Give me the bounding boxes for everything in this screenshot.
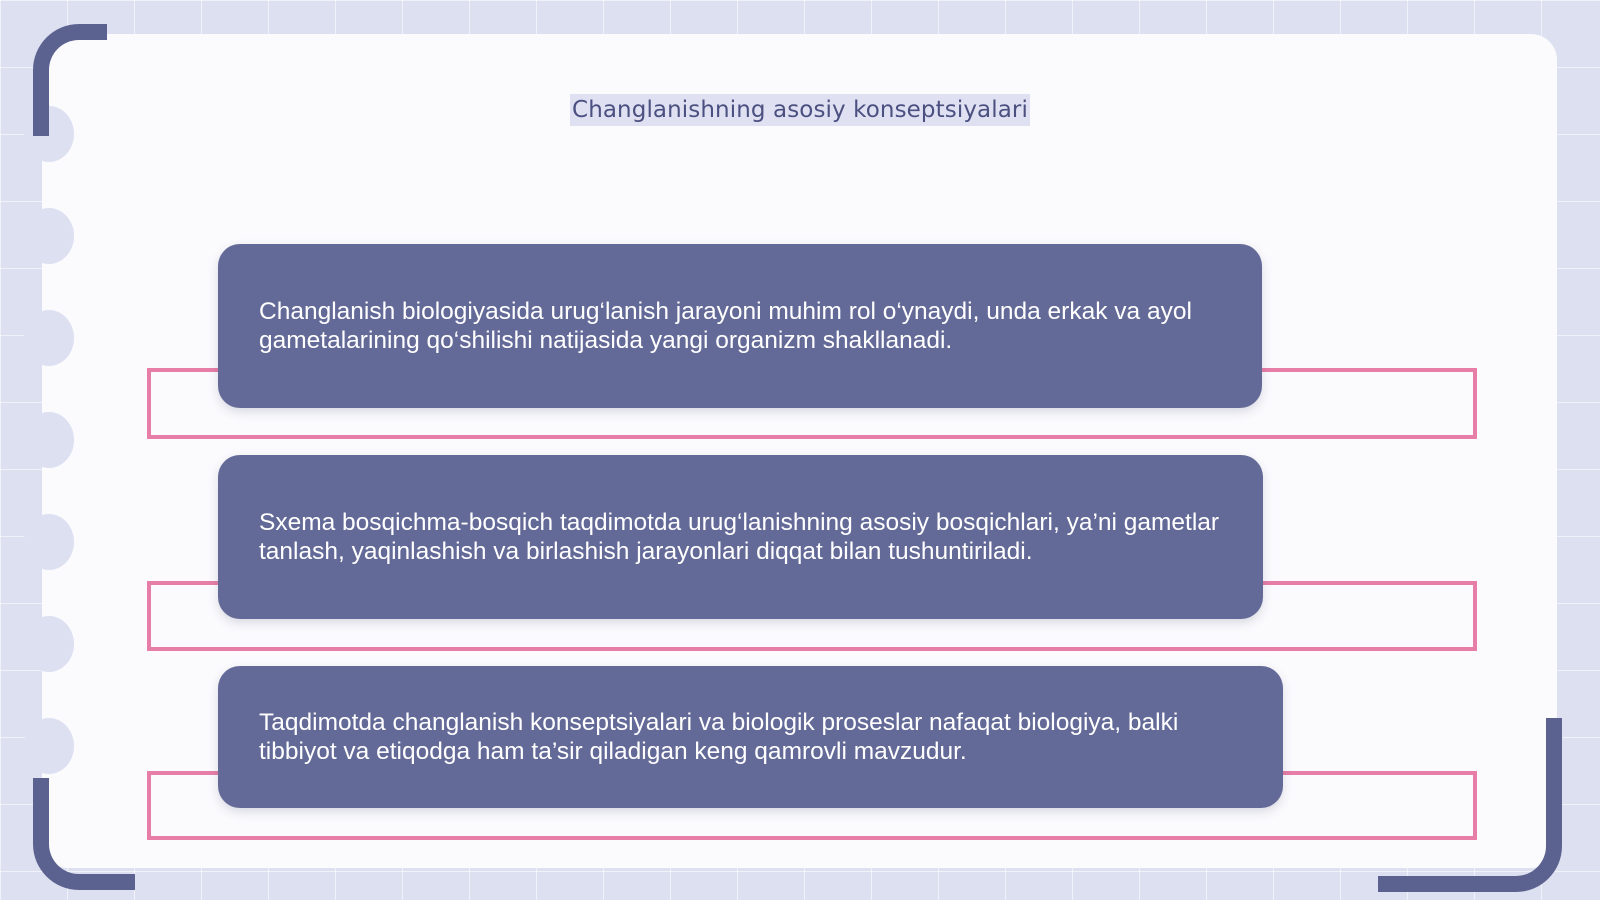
slide-title: Changlanishning asosiy konseptsiyalari: [570, 94, 1030, 126]
concept-text: Taqdimotda changlanish konseptsiyalari va biologik proseslar nafaqat biologiya, balki tibbiyot va etiqodga ham ta’sir qiladigan keng qamrovli mavzudur.: [259, 709, 1179, 765]
concept-text: Sxema bosqichma-bosqich taqdimotda urug‘lanishning asosiy bosqichlari, ya’ni gametlar tanlash, yaqinlashish va birlashish jarayonlari diqqat bilan tushuntiriladi.: [259, 509, 1220, 565]
title-container: [0, 94, 1600, 126]
concept-text: Changlanish biologiyasida urug‘lanish jarayoni muhim rol o‘ynaydi, unda erkak va ayol gametalarining qo‘shilishi natijasida yangi organizm shakllanadi.: [259, 298, 1192, 354]
card-edge-scallop: [24, 718, 74, 774]
card-edge-scallop: [24, 412, 74, 468]
concept-box-3: [218, 666, 1283, 808]
card-edge-scallop: [24, 616, 74, 672]
concept-box-1: [218, 244, 1262, 408]
card-edge-scallop: [24, 208, 74, 264]
card-edge-scallop: [24, 310, 74, 366]
corner-bracket-bottom-left: [33, 778, 135, 890]
card-edge-scallop: [24, 514, 74, 570]
concept-box-2: [218, 455, 1263, 619]
